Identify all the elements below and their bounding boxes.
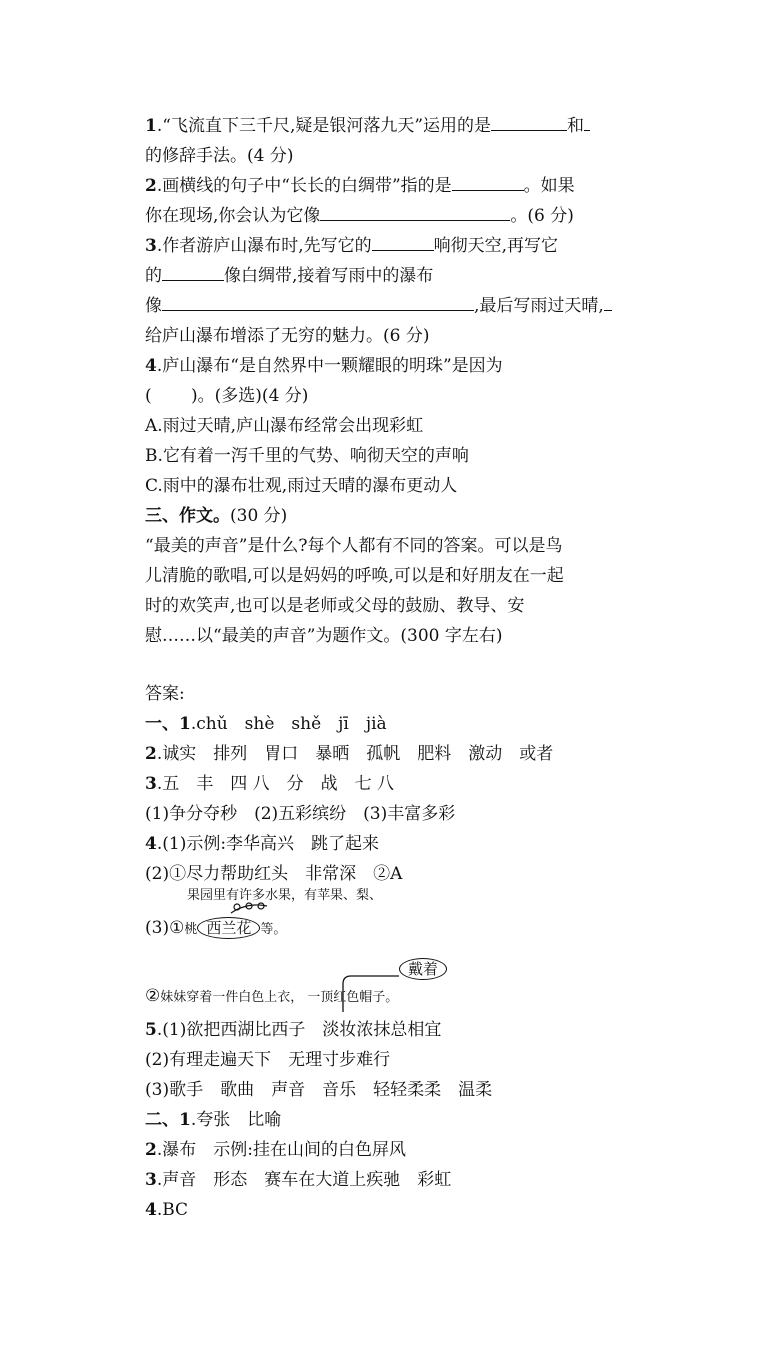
question-text: 你在现场,你会认为它像 — [145, 206, 321, 226]
answer-blank[interactable] — [491, 112, 567, 131]
question-text: 。(6 分) — [510, 206, 574, 226]
question-text: 的 — [145, 266, 162, 286]
question-number: 3 — [145, 236, 157, 256]
answer-5-2: (2)有理走遍天下 无理寸步难行 — [145, 1050, 391, 1070]
answer-b1: 二、1.夸张 比喻 — [145, 1110, 282, 1130]
question-text: 响彻天空,再写它 — [433, 236, 559, 256]
question-4-line-2 — [145, 382, 308, 410]
question-text: .画横线的句子中“长长的白绸带”指的是 — [156, 176, 452, 196]
question-number: 1 — [145, 116, 157, 136]
answer-b3: 3.声音 形态 赛车在大道上疾驰 彩虹 — [145, 1170, 452, 1190]
answer-blank[interactable] — [372, 232, 434, 251]
answer-b4: 4.BC — [145, 1200, 189, 1220]
essay-prompt-line: 时的欢笑声,也可以是老师或父母的鼓励、教导、安 — [145, 596, 525, 616]
question-number: 2 — [145, 176, 157, 196]
question-2-line-1 — [145, 172, 575, 200]
question-3-line-4 — [145, 322, 429, 350]
option-c: C.雨中的瀑布壮观,雨过天晴的瀑布更动人 — [145, 476, 458, 496]
question-text: 给庐山瀑布增添了无穷的魅力。(6 分) — [145, 326, 430, 346]
answer-3: 3.五 丰 四 八 分 战 七 八 — [145, 774, 395, 794]
section-title: 三、作文。 — [145, 506, 230, 526]
question-3-line-2 — [145, 262, 433, 290]
answer-b2: 2.瀑布 示例:挂在山间的白色屏风 — [145, 1140, 406, 1160]
essay-prompt-line: 慰……以“最美的声音”为题作文。(300 字左右) — [145, 626, 503, 646]
answer-4-3-1: (3)①桃 西兰花 等。 — [145, 918, 287, 938]
option-a: A.雨过天晴,庐山瀑布经常会出现彩虹 — [145, 416, 424, 436]
answer-blank[interactable] — [452, 172, 524, 191]
answer-blank[interactable] — [604, 292, 612, 311]
essay-prompt-line: “最美的声音”是什么?每个人都有不同的答案。可以是鸟 — [145, 536, 563, 556]
question-text: 。如果 — [523, 176, 575, 196]
question-1-line-1 — [145, 112, 590, 140]
circled-insert: 戴着 — [399, 958, 447, 980]
answer-blank[interactable] — [584, 112, 590, 131]
question-text: ( )。(多选)(4 分) — [145, 386, 309, 406]
question-3-line-1 — [145, 232, 558, 260]
question-text: 的修辞手法。(4 分) — [145, 146, 294, 166]
answer-blank[interactable] — [162, 262, 224, 281]
option-b: B.它有着一泻千里的气势、响彻天空的声响 — [145, 446, 469, 466]
answer-5-3: (3)歌手 歌曲 声音 音乐 轻轻柔柔 温柔 — [145, 1080, 493, 1100]
question-text: 和 — [567, 116, 585, 136]
essay-prompt-line: 儿清脆的歌唱,可以是妈妈的呼唤,可以是和好朋友在一起 — [145, 566, 564, 586]
answer-4-2: (2)①尽力帮助红头 非常深 ②A — [145, 864, 403, 884]
question-text: 像 — [145, 296, 162, 316]
insertion-mark-icon — [227, 900, 287, 914]
question-2-line-2 — [145, 202, 574, 230]
question-text: .庐山瀑布“是自然界中一颗耀眼的明珠”是因为 — [156, 356, 503, 376]
essay-heading — [145, 502, 287, 530]
answer-1: 一、1.chǔ shè shě jī jià — [145, 714, 387, 734]
answer-blank[interactable] — [162, 292, 474, 311]
circled-word: 西兰花 — [197, 917, 260, 939]
section-score: (30 分) — [230, 506, 288, 526]
answer-blank[interactable] — [320, 202, 510, 221]
question-text: 像白绸带,接着写雨中的瀑布 — [224, 266, 434, 286]
answer-4-3-2: ②妹妹穿着一件白色上衣， 一顶红色帽子。 — [145, 986, 399, 1006]
answer-3-idioms: (1)争分夺秒 (2)五彩缤纷 (3)丰富多彩 — [145, 804, 456, 824]
question-text: .作者游庐山瀑布时,先写它的 — [156, 236, 372, 256]
answer-2: 2.诚实 排列 胃口 暴晒 孤帆 肥料 激动 或者 — [145, 744, 554, 764]
question-3-line-3 — [145, 292, 612, 320]
question-text: .“飞流直下三千尺,疑是银河落九天”运用的是 — [156, 116, 492, 136]
question-4-line-1 — [145, 352, 503, 380]
correction-note: 果园里有许多水果，有苹果、梨、 — [187, 888, 383, 903]
question-number: 4 — [145, 356, 157, 376]
answers-title: 答案: — [145, 684, 185, 704]
answer-4: 4.(1)示例:李华高兴 跳了起来 — [145, 834, 380, 854]
answer-5: 5.(1)欲把西湖比西子 淡妆浓抹总相宜 — [145, 1020, 442, 1040]
question-text: ,最后写雨过天晴, — [474, 296, 604, 316]
question-1-line-2 — [145, 142, 293, 170]
